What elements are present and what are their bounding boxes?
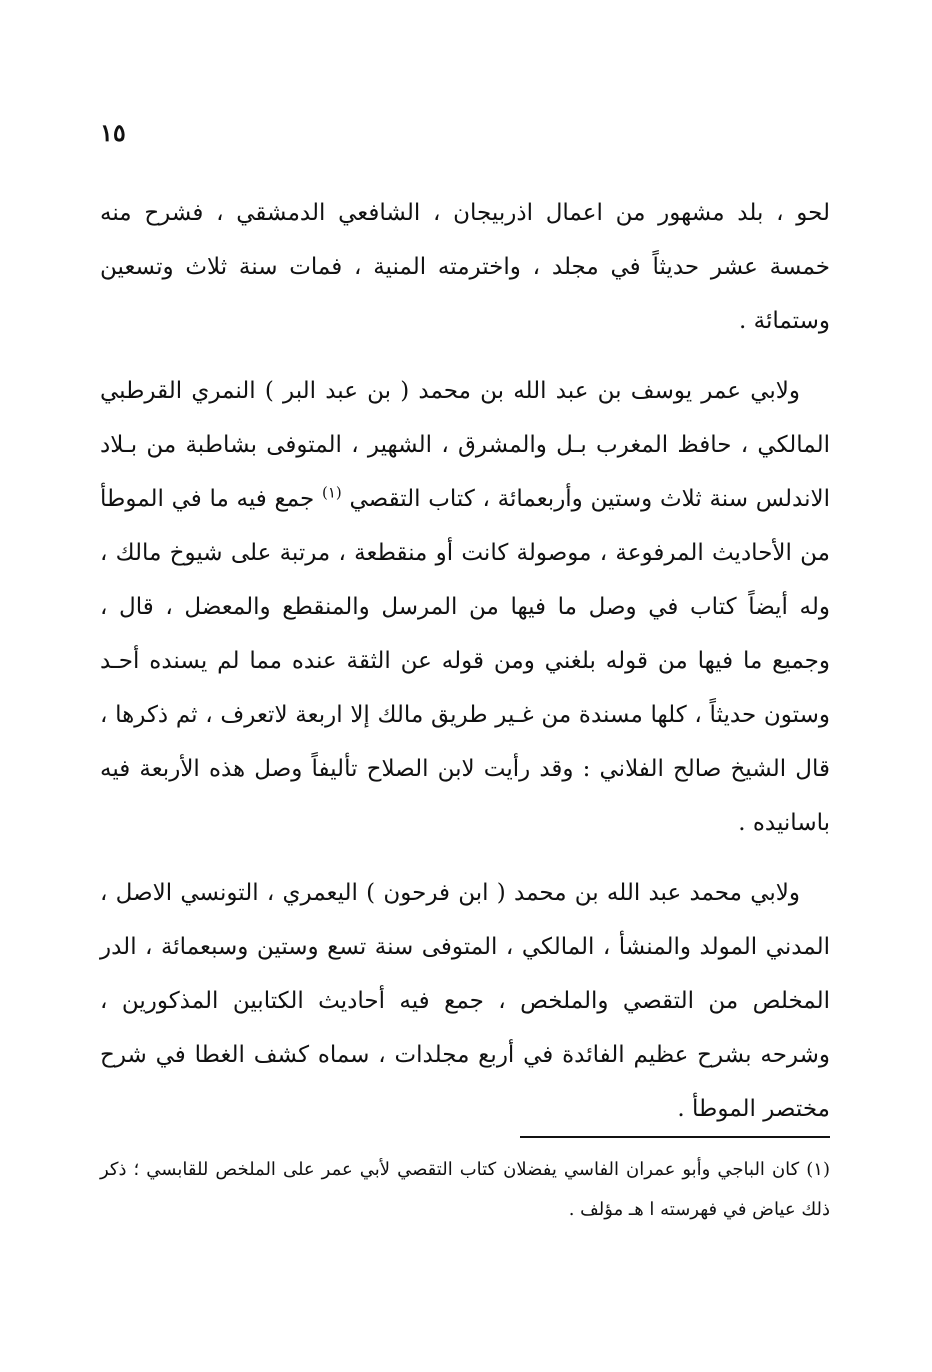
footnotes	[100, 1150, 830, 1230]
footnote-divider	[520, 1136, 830, 1138]
paragraph-1: لحو ، بلد مشهور من اعمال اذربيجان ، الشافعي الدمشقي ، فشرح منه خمسة عشر حديثاً في مجلد ، واخترمته المنية ، فمات سنة ثلاث وتسعين وستمائة .	[100, 200, 830, 334]
paragraph-2-part-2: جمع فيه ما في الموطأ من الأحاديث المرفوعة ، موصولة كانت أو منقطعة ، مرتبة على شيوخ مالك ، وله أيضاً كتاب في وصل ما فيها من المرسل والمنقطع والمعضل ، قال ، وجميع ما فيها من قوله بلغني ومن قوله عن الثقة عنده مما لم يسنده أحـد وستون حديثاً ، كلها مسندة من غـير طريق مالك إلا اربعة لاتعرف ، ثم ذكرها ، قال الشيخ صالح الفلاني : وقد رأيت لابن الصلاح تأليفاً وصل هذه الأربعة فيه باسانيده .	[100, 486, 830, 836]
footnote-1-marker: (١)	[806, 1159, 830, 1180]
footnote-reference[interactable]: (١)	[321, 483, 342, 502]
paragraph-2-part-1: ولابي عمر يوسف بن عبد الله بن محمد ( بن عبد البر ) النمري القرطبي المالكي ، حافظ المغرب بـل والمشرق ، الشهير ، المتوفى بشاطبة من بـلاد الاندلس سنة ثلاث وستين وأربعمائة ، كتاب التقصي	[100, 378, 831, 512]
page-number: ١٥	[100, 118, 126, 147]
footnote-1-text: كان الباجي وأبو عمران الفاسي يفضلان كتاب التقصي لأبي عمر على الملخص للقابسي ؛ ذكر ذلك عياض في فهرسته ا هـ مؤلف .	[100, 1159, 830, 1220]
footnote-1	[100, 1150, 830, 1230]
paragraph-3: ولابي محمد عبد الله بن محمد ( ابن فرحون ) اليعمري ، التونسي الاصل ، المدني المولد والمنشأ ، المالكي ، المتوفى سنة تسع وستين وسبعمائة ، الدر المخلص من التقصي والملخص ، جمع فيه أحاديث الكتابين المذكورين ، وشرحه بشرح عظيم الفائدة في أربع مجلدات ، سماه كشف الغطا في شرح مختصر الموطأ .	[100, 880, 830, 1122]
paragraph-2	[100, 364, 830, 850]
main-text	[100, 186, 830, 1152]
